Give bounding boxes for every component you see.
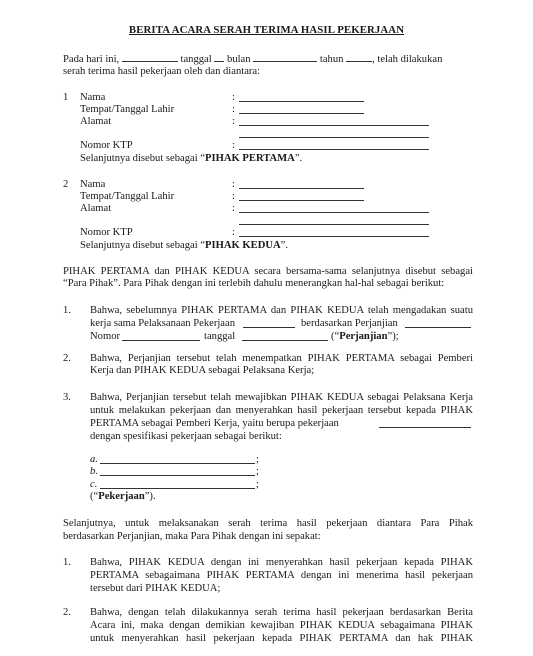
item3-line-4: dengan spesifikasi pekerjaan sebagai berikut: <box>90 431 282 442</box>
para2-line-2: berdasarkan Perjanjian, maka Para Pihak dengan ini sepakat: <box>63 531 321 542</box>
party2-ttl-blank <box>239 200 364 201</box>
item1-quote-open: (“ <box>331 331 340 342</box>
item1-tanggal-blank <box>242 340 328 341</box>
pekerjaan-quote-close: ”). <box>144 491 156 502</box>
item1-line-3b: tanggal <box>204 331 236 342</box>
party1-ref-pre: Selanjutnya disebut sebagai “ <box>80 153 206 164</box>
sublist-c-blank <box>100 488 255 489</box>
pekerjaan-bold: Pekerjaan <box>98 491 145 502</box>
party1-alamat-label: Alamat <box>80 116 112 127</box>
party2-ref-pre: Selanjutnya disebut sebagai “ <box>80 240 206 251</box>
party2-ref-bold: PIHAK KEDUA <box>205 240 281 251</box>
party2-reference <box>80 239 288 252</box>
party2-ref-post: ”. <box>280 240 289 251</box>
item2-line-2: Kerja dan PIHAK KEDUA sebagai Pelaksana Kerja; <box>90 365 315 376</box>
day-blank <box>122 52 178 62</box>
month-blank <box>253 52 317 62</box>
agree-item2-number: 2. <box>63 607 71 618</box>
party1-ref-post: ”. <box>294 153 303 164</box>
sublist-b-label: b. <box>90 466 98 477</box>
party1-nama-colon: : <box>232 92 235 103</box>
item1-pekerjaan-blank <box>243 327 295 328</box>
item3-number: 3. <box>63 392 71 403</box>
party1-nama-blank <box>239 101 364 102</box>
party2-alamat-blank-2 <box>239 224 429 225</box>
document-title: BERITA ACARA SERAH TERIMA HASIL PEKERJAAN <box>128 24 405 36</box>
intro-line-2: serah terima hasil pekerjaan oleh dan diantara: <box>63 66 261 77</box>
sublist-b-end: ; <box>256 466 259 477</box>
party1-alamat-colon: : <box>232 116 235 127</box>
agree-item1-line-2: PERTAMA sebagaimana PIHAK PERTAMA dengan ini menerima hasil pekerjaan <box>90 570 473 581</box>
para2-line-1: Selanjutnya, untuk melaksanakan serah terima hasil pekerjaan diantara Para Pihak <box>63 518 473 529</box>
item1-line-3a: Nomor <box>90 331 121 342</box>
party2-ktp-blank <box>239 236 429 237</box>
party1-reference <box>80 152 302 165</box>
party1-ktp-label: Nomor KTP <box>80 140 133 151</box>
party2-alamat-colon: : <box>232 203 235 214</box>
item1-perjanjian-blank <box>405 327 471 328</box>
party2-ttl-label: Tempat/Tanggal Lahir <box>80 191 175 202</box>
party1-number: 1 <box>63 92 69 103</box>
item3-line-1: Bahwa, Perjanjian tersebut telah mewajibkan PIHAK KEDUA sebagai Pelaksana Kerja <box>90 392 473 403</box>
item1-quote-close: ”); <box>387 331 399 342</box>
party1-ttl-blank <box>239 113 364 114</box>
sublist-a-end: ; <box>256 454 259 465</box>
party2-ktp-label: Nomor KTP <box>80 227 133 238</box>
sublist-c-label: c. <box>90 479 98 490</box>
sublist-c-end: ; <box>256 479 259 490</box>
item3-line-2: untuk melakukan pekerjaan dan menyerahkan hasil pekerjaan tersebut kepada PIHAK <box>90 405 473 416</box>
intro-line-1 <box>63 52 442 66</box>
agree-item2-line-2: Acara ini, maka dengan demikian kewajiban PIHAK KEDUA sebagaimana PIHAK <box>90 620 473 631</box>
party1-ttl-label: Tempat/Tanggal Lahir <box>80 104 175 115</box>
agree-item2-line-3: untuk menyerahkan hasil pekerjaan kepada PIHAK PERTAMA dan hak PIHAK <box>90 633 473 644</box>
party1-alamat-blank-1 <box>239 125 429 126</box>
agree-item1-line-1: Bahwa, PIHAK KEDUA dengan ini menyerahkan hasil pekerjaan kepada PIHAK <box>90 557 473 568</box>
item3-line-3: PERTAMA sebagai Pemberi Kerja, yaitu berupa pekerjaan <box>90 418 339 429</box>
agree-item1-line-3: tersebut dari PIHAK KEDUA; <box>90 583 221 594</box>
item1-nomor-blank <box>122 340 200 341</box>
sublist-a-blank <box>100 463 255 464</box>
intro-text-2: tanggal <box>180 54 212 65</box>
party2-alamat-label: Alamat <box>80 203 112 214</box>
party2-ktp-colon: : <box>232 227 235 238</box>
party1-ktp-colon: : <box>232 140 235 151</box>
year-blank <box>346 52 372 62</box>
party2-ttl-colon: : <box>232 191 235 202</box>
party2-number: 2 <box>63 179 69 190</box>
item2-number: 2. <box>63 353 71 364</box>
party1-nama-label: Nama <box>80 92 106 103</box>
pekerjaan-definition <box>90 490 156 503</box>
intro-text-3: bulan <box>227 54 251 65</box>
item3-pekerjaan-blank <box>379 427 471 428</box>
item1-line-2a: kerja sama Pelaksanaan Pekerjaan <box>90 318 236 329</box>
intro-text-4: tahun <box>319 54 344 65</box>
sublist-b-blank <box>100 475 255 476</box>
party2-alamat-blank-1 <box>239 212 429 213</box>
party1-ref-bold: PIHAK PERTAMA <box>205 153 295 164</box>
para1-line-1: PIHAK PERTAMA dan PIHAK KEDUA secara bersama-sama selanjutnya disebut sebagai <box>63 266 473 277</box>
item1-perjanjian-bold: Perjanjian <box>339 331 388 342</box>
intro-text-1: Pada hari ini, <box>63 54 120 65</box>
party2-nama-colon: : <box>232 179 235 190</box>
item1-line-2b: berdasarkan Perjanjian <box>301 318 398 329</box>
intro-text-5: , telah dilakukan <box>372 54 443 65</box>
item1-line-1: Bahwa, sebelumnya PIHAK PERTAMA dan PIHAK KEDUA telah mengadakan suatu <box>90 305 473 316</box>
pekerjaan-quote-open: (“ <box>90 491 99 502</box>
item2-line-1: Bahwa, Perjanjian tersebut telah menempatkan PIHAK PERTAMA sebagai Pemberi <box>90 353 473 364</box>
date-blank <box>214 52 224 62</box>
agree-item1-number: 1. <box>63 557 71 568</box>
party1-alamat-blank-2 <box>239 137 429 138</box>
party2-nama-label: Nama <box>80 179 106 190</box>
party2-nama-blank <box>239 188 364 189</box>
agree-item2-line-1: Bahwa, dengan telah dilakukannya serah terima hasil pekerjaan berdasarkan Berita <box>90 607 473 618</box>
sublist-a-label: a. <box>90 454 98 465</box>
party1-ktp-blank <box>239 149 429 150</box>
para1-line-2: “Para Pihak”. Para Pihak dengan ini terlebih dahulu menerangkan hal-hal sebagai berikut: <box>63 278 445 289</box>
item1-number: 1. <box>63 305 71 316</box>
party1-ttl-colon: : <box>232 104 235 115</box>
item1-line-3c <box>331 330 399 343</box>
